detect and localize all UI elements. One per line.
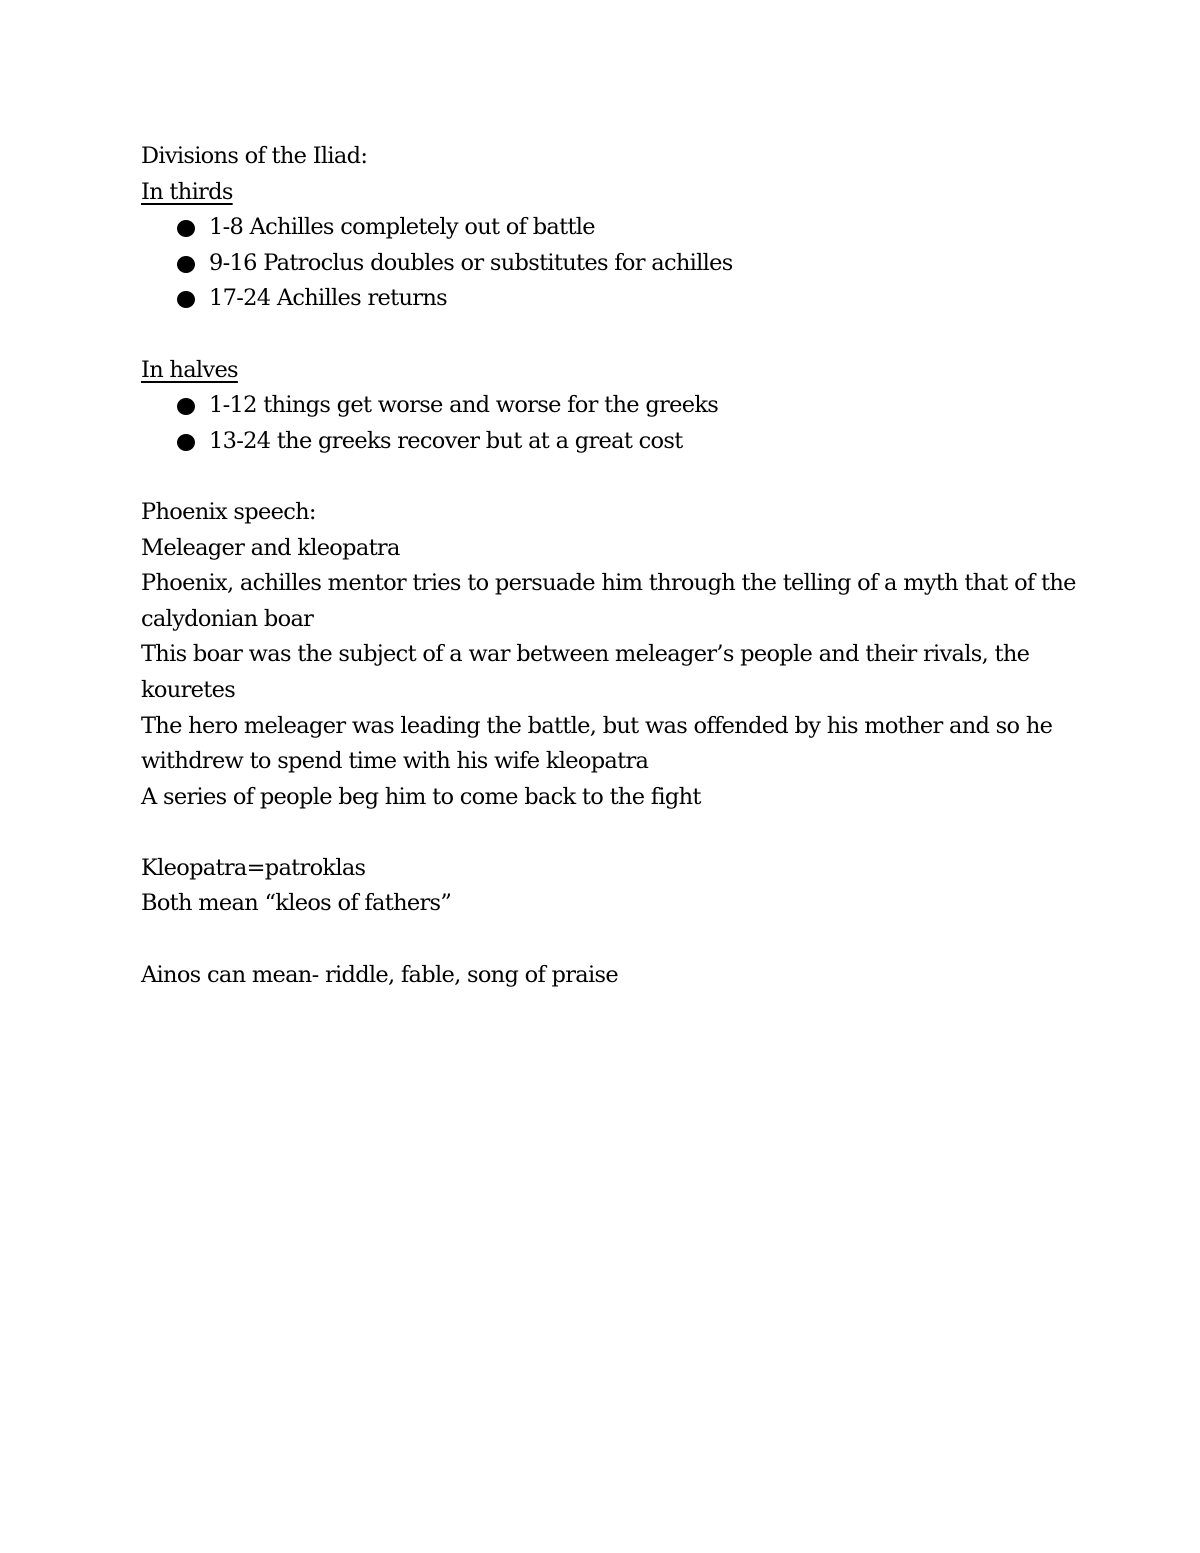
thirds-label-text: In thirds <box>141 178 233 205</box>
paragraph-line: Meleager and kleopatra <box>141 534 400 561</box>
list-item <box>141 281 1081 317</box>
section-label-halves <box>141 353 1081 389</box>
list-item <box>141 388 1081 424</box>
paragraph-line: Phoenix, achilles mentor tries to persuade him through the telling of a myth that of the calydonian boar <box>141 570 1076 632</box>
list-item-text: 1-8 Achilles completely out of battle <box>209 214 595 241</box>
halves-label-text: In halves <box>141 356 238 383</box>
blank-line <box>141 815 1081 851</box>
paragraph-line: The hero meleager was leading the battle, but was offended by his mother and so he withdrew to spend time with his wife kleopatra <box>141 712 1053 775</box>
paragraph-line: This boar was the subject of a war between meleager’s people and their rivals, the kouretes <box>141 641 1030 703</box>
list-item <box>141 424 1081 460</box>
halves-list <box>141 388 1081 459</box>
paragraph-line: Ainos can mean- riddle, fable, song of praise <box>141 961 618 988</box>
blank-line <box>141 922 1081 958</box>
document-heading: Divisions of the Iliad: <box>141 143 368 169</box>
section-label-thirds <box>141 175 1081 211</box>
bullet-icon <box>177 398 195 415</box>
paragraph-line: A series of people beg him to come back to the fight <box>141 783 701 810</box>
blank-line <box>141 317 1081 353</box>
list-item <box>141 246 1081 282</box>
list-item <box>141 210 1081 246</box>
list-item-text: 1-12 things get worse and worse for the greeks <box>209 392 719 419</box>
document-page <box>141 139 1081 993</box>
list-item-text: 17-24 Achilles returns <box>209 285 447 312</box>
list-item-text: 9-16 Patroclus doubles or substitutes for achilles <box>209 249 733 276</box>
paragraph-line: Both mean “kleos of fathers” <box>141 890 452 917</box>
bullet-icon <box>177 291 195 308</box>
thirds-list <box>141 210 1081 317</box>
bullet-icon <box>177 434 195 451</box>
bullet-icon <box>177 256 195 273</box>
paragraph-line: Kleopatra=patroklas <box>141 854 366 881</box>
phoenix-heading: Phoenix speech: <box>141 498 316 525</box>
blank-line <box>141 459 1081 495</box>
list-item-text: 13-24 the greeks recover but at a great cost <box>209 427 683 454</box>
bullet-icon <box>177 220 195 237</box>
